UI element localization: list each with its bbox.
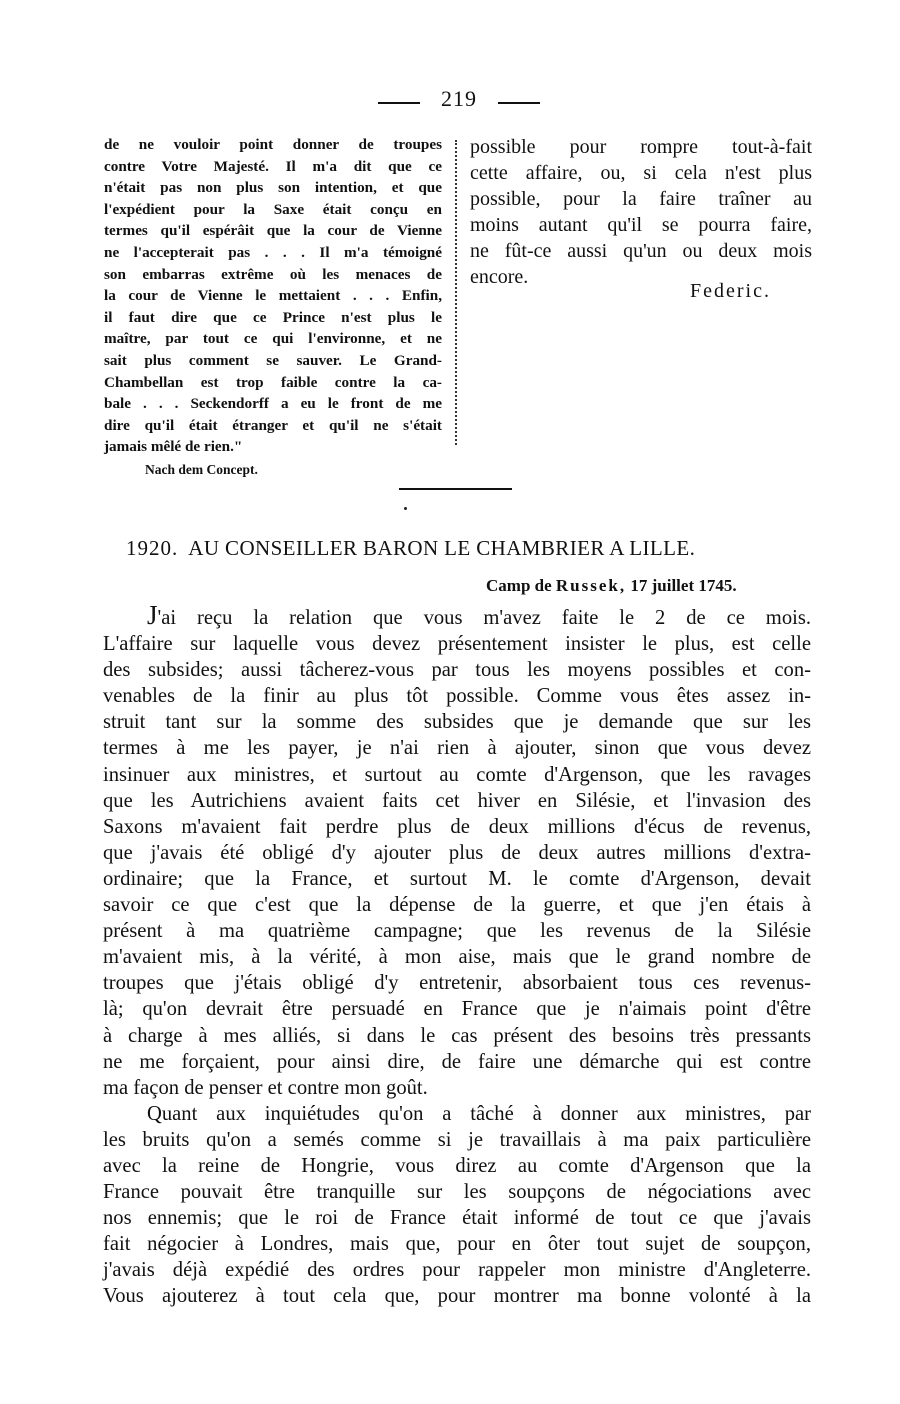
body-line: ordinaire; que la France, et surtout M. le comte d'Argenson, devait [103, 867, 811, 890]
body-line: L'affaire sur laquelle vous devez présentement insister le plus, est celle [103, 633, 811, 656]
separator-dot [404, 507, 407, 510]
body-line: ma façon de penser et contre mon goût. [103, 1076, 428, 1099]
letter-body [103, 602, 811, 1310]
body-line: struit tant sur la somme des subsides que je demande que sur les [103, 711, 811, 734]
quote-line: la cour de Vienne le mettaient . . . Enfin, [104, 287, 442, 305]
letter-title: AU CONSEILLER BARON LE CHAMBRIER A LILLE. [188, 536, 696, 560]
page-number: 219 [441, 86, 477, 111]
paragraph-2 [103, 1101, 811, 1310]
body-line: Quant aux inquiétudes qu'on a tâché à donner aux ministres, par [147, 1102, 811, 1125]
source-note: Nach dem Concept. [145, 462, 258, 477]
body-line: termes à me les payer, je n'ai rien à ajouter, sinon que vous devez [103, 737, 811, 760]
quote-line: contre Votre Majesté. Il m'a dit que ce [104, 157, 442, 175]
quote-line: maître, par tout ce qui l'environne, et ne [104, 330, 442, 348]
quote-line: bale . . . Seckendorff a eu le front de me [104, 395, 442, 413]
body-line: les bruits qu'on a semés comme si je travaillais à ma paix particulière [103, 1128, 811, 1151]
letter-number: 1920. [126, 536, 179, 560]
paragraph-1 [103, 602, 811, 1101]
body-line: avec la reine de Hongrie, vous direz au comte d'Argenson que la [103, 1154, 811, 1177]
body-line: m'avaient mis, à la vérité, à mon aise, mais que le grand nombre de [103, 946, 811, 969]
body-line: j'avais déjà expédié des ordres pour rappeler mon ministre d'Angleterre. [103, 1259, 811, 1282]
page-header [0, 86, 900, 116]
body-line: que j'avais été obligé d'y ajouter plus de deux autres millions d'extra- [103, 841, 811, 864]
dateline-prefix: Camp de [486, 576, 552, 595]
body-line: nos ennemis; que le roi de France était informé de tout ce que j'avais [103, 1207, 811, 1230]
quote-line: dire qu'il était étranger et qu'il ne s'était [104, 416, 442, 434]
body-line [103, 602, 811, 631]
body-line: savoir ce que c'est que la dépense de la guerre, et que j'en étais à [103, 894, 811, 917]
body-line: Saxons m'avaient fait perdre plus de deux millions d'écus de revenus, [103, 815, 811, 838]
body-line: Vous ajouterez à tout cela que, pour montrer ma bonne volonté à la [103, 1285, 811, 1308]
right-column-line: encore. [470, 266, 529, 288]
right-column-line: cette affaire, ou, si cela n'est plus [470, 162, 812, 184]
body-line: troupes que j'étais obligé d'y entretenir, absorbaient tous ces revenus- [103, 972, 811, 995]
left-column-quote [104, 134, 442, 458]
body-line: présent à ma quatrième campagne; que les revenus de la Silésie [103, 920, 811, 943]
letter-heading [126, 536, 826, 561]
drop-cap: J [147, 600, 158, 630]
dateline-place: Russek, [555, 576, 627, 595]
column-divider [455, 140, 457, 445]
right-column-line: possible pour rompre tout-à-fait [470, 136, 812, 158]
quote-line: de ne vouloir point donner de troupes [104, 136, 442, 153]
right-column-line: ne fût-ce aussi qu'un ou deux mois [470, 240, 812, 262]
quote-line: termes qu'il espérâit que la cour de Vienne [104, 222, 442, 240]
body-line: des subsides; aussi tâcherez-vous par tous les moyens possibles et con- [103, 659, 811, 682]
right-column-line: moins autant qu'il se pourra faire, [470, 214, 812, 236]
line-text: 'ai reçu la relation que vous m'avez faite le 2 de ce mois. [157, 607, 811, 629]
section-separator [399, 488, 512, 490]
body-line: insinuer aux ministres, et surtout au comte d'Argenson, que les ravages [103, 763, 811, 786]
dateline-date: 17 juillet 1745. [630, 576, 737, 595]
quote-line: ne l'accepterait pas . . . Il m'a témoigné [104, 243, 442, 261]
body-line: là; qu'on devrait être persuadé en France que je n'aimais point d'être [103, 998, 811, 1021]
quote-line: l'expédient pour la Saxe était conçu en [104, 200, 442, 218]
quote-line: Chambellan est trop faible contre la ca- [104, 373, 442, 391]
signature: Federic. [690, 280, 771, 302]
body-line: France pouvait être tranquille sur les soupçons de négociations avec [103, 1181, 811, 1204]
quote-line: il faut dire que ce Prince n'est plus le [104, 308, 442, 326]
body-line: venables de la finir au plus tôt possible. Comme vous êtes assez in- [103, 685, 811, 708]
right-column-line: possible, pour la faire traîner au [470, 188, 812, 210]
right-column-text [470, 134, 812, 290]
dateline [486, 576, 816, 596]
quote-line: son embarras extrême où les menaces de [104, 265, 442, 283]
body-line: que les Autrichiens avaient faits cet hiver en Silésie, et l'invasion des [103, 789, 811, 812]
quote-line: jamais mêlé de rien." [104, 438, 243, 456]
quote-line: sait plus comment se sauver. Le Grand- [104, 351, 442, 369]
quote-line: n'était pas non plus son intention, et que [104, 179, 442, 197]
body-line: fait négocier à Londres, mais que, pour en ôter tout sujet de soupçon, [103, 1233, 811, 1256]
header-rule-left [378, 102, 420, 104]
body-line: à charge à mes alliés, si dans le cas présent des besoins très pressants [103, 1024, 811, 1047]
body-line: ne me forçaient, pour ainsi dire, de faire une démarche qui est contre [103, 1050, 811, 1073]
header-rule-right [498, 102, 540, 104]
